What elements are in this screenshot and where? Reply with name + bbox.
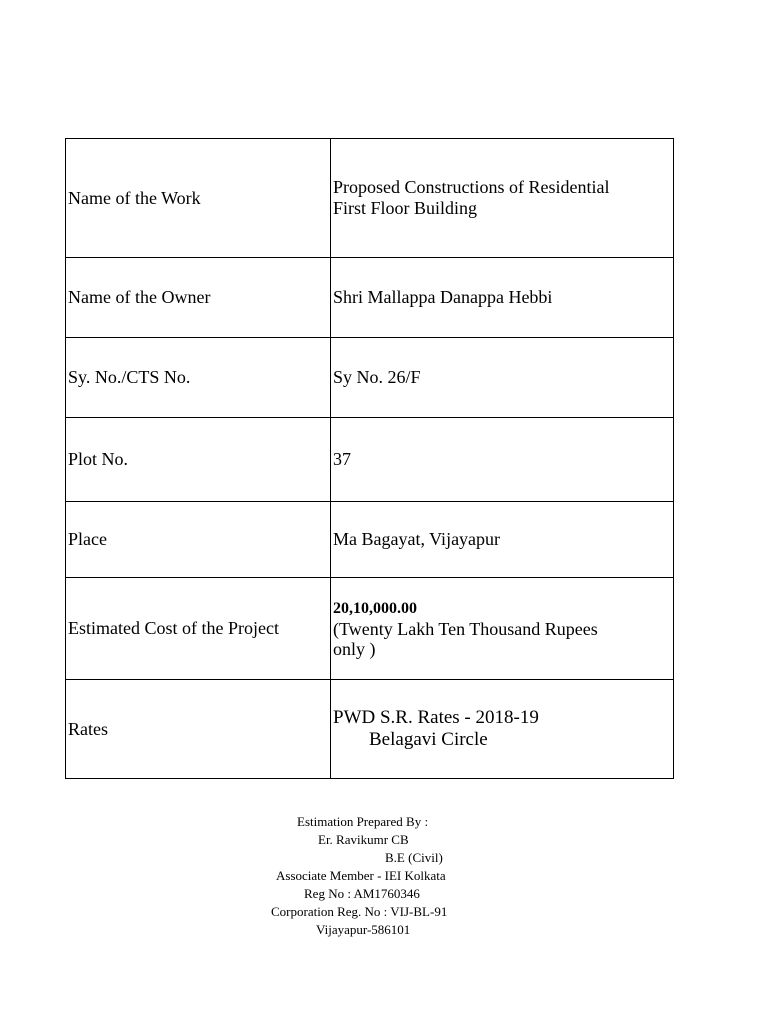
preparer-address: Vijayapur-586101 (316, 922, 411, 937)
label-rates: Rates (66, 680, 331, 779)
label-sy-cts-no: Sy. No./CTS No. (66, 338, 331, 418)
cost-in-words-line-1: (Twenty Lakh Ten Thousand Rupees (333, 618, 598, 639)
value-rates (331, 680, 674, 779)
value-plot-no: 37 (331, 418, 674, 502)
preparer-membership: Associate Member - IEI Kolkata (276, 868, 446, 883)
preparer-qualification: B.E (Civil) (385, 850, 443, 865)
label-place: Place (66, 502, 331, 578)
table-row (66, 338, 674, 418)
value-name-of-owner: Shri Mallappa Danappa Hebbi (331, 258, 674, 338)
table-row (66, 578, 674, 680)
rates-line-2: Belagavi Circle (369, 729, 488, 750)
prepared-by-heading: Estimation Prepared By : (297, 814, 429, 829)
preparer-name: Er. Ravikumr CB (318, 832, 409, 847)
table-row (66, 502, 674, 578)
work-line-1: Proposed Constructions of Residential (333, 177, 610, 197)
preparer-corporation-reg: Corporation Reg. No : VIJ-BL-91 (271, 904, 448, 919)
label-plot-no: Plot No. (66, 418, 331, 502)
cost-amount: 20,10,000.00 (333, 599, 417, 617)
label-estimated-cost: Estimated Cost of the Project (66, 578, 331, 680)
value-sy-cts-no: Sy No. 26/F (331, 338, 674, 418)
table-row (66, 139, 674, 258)
rates-line-1: PWD S.R. Rates - 2018-19 (333, 707, 539, 728)
table-row (66, 680, 674, 779)
value-place: Ma Bagayat, Vijayapur (331, 502, 674, 578)
value-estimated-cost (331, 578, 674, 680)
project-details-table (65, 138, 674, 779)
work-line-2: First Floor Building (333, 198, 478, 218)
table-row (66, 418, 674, 502)
label-name-of-owner: Name of the Owner (66, 258, 331, 338)
value-name-of-work (331, 139, 674, 258)
preparer-reg-no: Reg No : AM1760346 (304, 886, 420, 901)
table-row (66, 258, 674, 338)
cost-in-words-line-2: only ) (333, 638, 376, 659)
label-name-of-work: Name of the Work (66, 139, 331, 258)
